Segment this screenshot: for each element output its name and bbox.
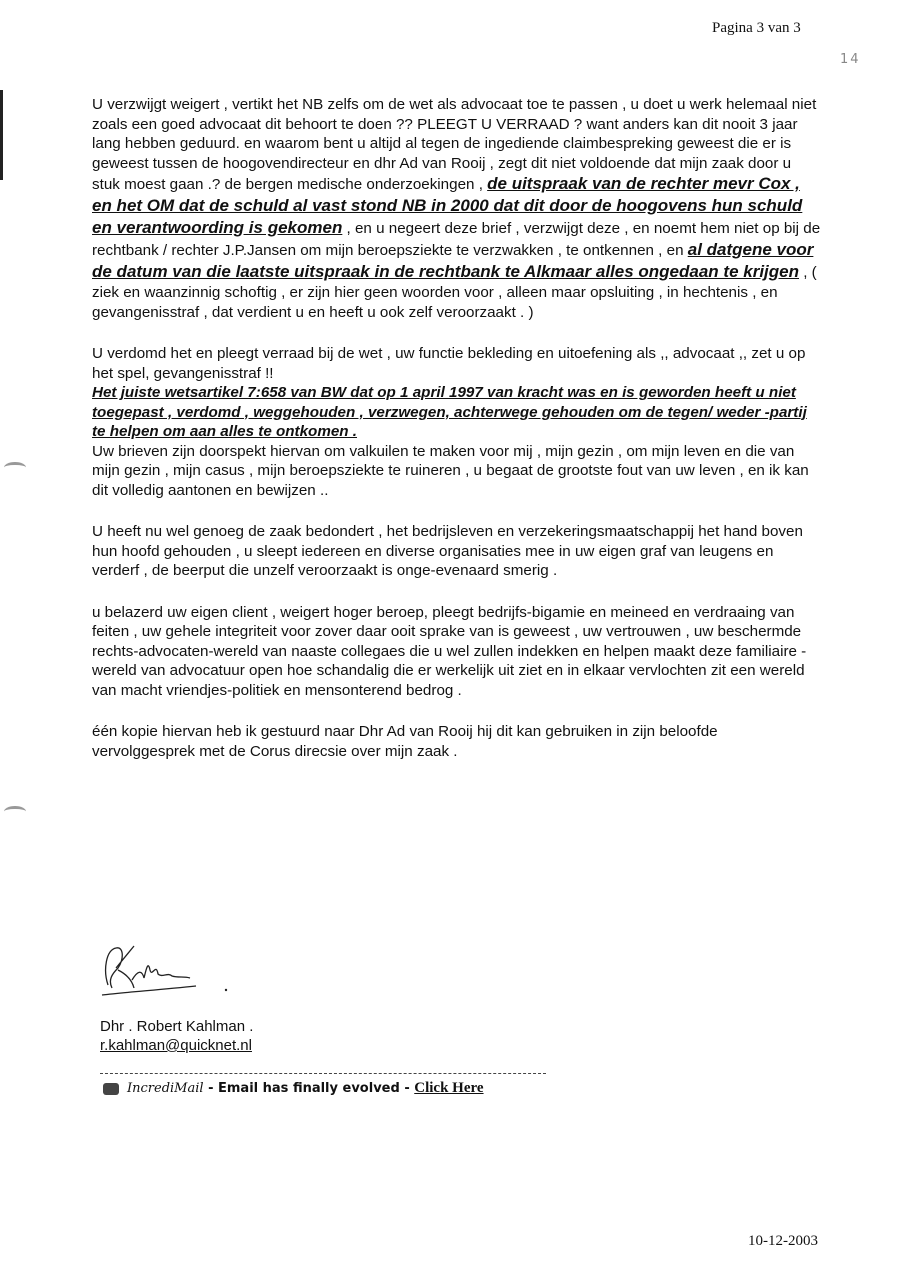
click-here-link[interactable]: Click Here xyxy=(414,1080,484,1096)
paragraph-3: U heeft nu wel genoeg de zaak bedondert , het bedrijsleven en verzekeringsmaatschappij het hand boven hun hoofd gehouden , u sleept iedereen en diverse organisaties mee in uw eigen graf van leugens en verderf , de beerput die unzelf veroorzaakt is onge-evenaard smerig . xyxy=(92,523,803,579)
page-number-header: Pagina 3 van 3 xyxy=(712,20,801,36)
text: , en u negeert deze brief , verzwijgt deze , en noemt hem niet op bij de rechtbank / rechter J.P.Jansen om mijn beroepsziekte te verzwakken , te ontkennen , en xyxy=(92,220,821,259)
emphasized-text: Het juiste wetsartikel 7:658 van BW dat op 1 april 1997 van kracht was en is geworden heeft u niet toegepast , verdomd , weggehouden , verzwegen, achterwege gehouden om de tegen/ weder -partij te helpen om aan alles te ontkomen . xyxy=(92,384,807,440)
email-footer-ad xyxy=(103,1080,484,1097)
paragraph-4: u belazerd uw eigen client , weigert hoger beroep, pleegt bedrijfs-bigamie en meineed en verdraaing van feiten , uw gehele integriteit voor zover daar ooit sprake van is geweest , uw vertrouwen , uw beschermde rechts-advocaten-wereld van naaste collegaes die u wel zullen indekken en helpen maakt deze familiaire - wereld van advocatuur open hoe schandalig die er werkelijk uit ziet en in elkaar vervlochten zit een wereld van macht vriendjes-politiek en mensonterend bedrog . xyxy=(92,603,807,699)
signature-block xyxy=(100,1017,253,1055)
paragraph-1 xyxy=(92,95,822,322)
ad-tagline: - Email has finally evolved - xyxy=(203,1081,415,1096)
sender-email-link[interactable]: r.kahlman@quicknet.nl xyxy=(100,1037,252,1054)
text: Uw brieven zijn doorspekt hiervan om valkuilen te maken voor mij , mijn gezin , om mijn leven en die van mijn gezin , mijn casus , mijn beroepsziekte te ruineren , u begaat de grootste fout van uw leven , en ik kan dit volledig aantonen en bewijzen .. xyxy=(92,442,809,499)
punch-hole-mark xyxy=(4,806,26,817)
text: , ( ziek en waanzinnig schoftig , er zijn hier geen woorden voor , alleen maar opsluiting , in hechtenis , en gevangenisstraf , dat verdient u en heeft u ook zelf veroorzaakt . ) xyxy=(92,264,817,321)
paragraph-2 xyxy=(92,344,822,500)
print-date: 10-12-2003 xyxy=(748,1233,818,1249)
letter-body xyxy=(92,95,822,783)
paragraph-5: één kopie hiervan heb ik gestuurd naar Dhr Ad van Rooij hij dit kan gebruiken in zijn beloofde vervolggesprek met de Corus direcsie over mijn zaak . xyxy=(92,723,718,760)
ad-brand: IncrediMail xyxy=(127,1081,204,1096)
signature-icon xyxy=(98,940,238,1000)
emphasized-text: de uitspraak van de rechter mevr Cox , en het OM dat de schuld al vast stond NB in 2000 dat dit door de hoogovens hun schuld en verantwoording is gekomen xyxy=(92,174,803,237)
sender-name: Dhr . Robert Kahlman . xyxy=(100,1018,254,1035)
text: U verdomd het en pleegt verraad bij de wet , uw functie bekleding en uitoefening als ,, advocaat ,, zet u op het spel, gevangenisstraf !! xyxy=(92,345,806,382)
scan-edge-mark xyxy=(0,90,3,180)
handwritten-page-stamp: 14 xyxy=(840,52,861,67)
incredimail-icon xyxy=(103,1083,119,1095)
punch-hole-mark xyxy=(4,462,26,473)
emphasized-text: al datgene voor de datum van die laatste uitspraak in de rechtbank te Alkmaar alles ongedaan te krijgen xyxy=(92,240,814,281)
divider xyxy=(100,1073,546,1074)
text: U verzwijgt weigert , vertikt het NB zelfs om de wet als advocaat toe te passen , u doet u werk helemaal niet zoals een goed advocaat dit behoort te doen ?? PLEEGT U VERRAAD ? want anders kan dit nooit 3 jaar lang hebben geduurd. en waarom bent u altijd al tegen de ingediende claimbespreking geweest die er is geweest tussen de hoogovendirecteur en dhr Ad van Rooij , zegt dit niet voldoende dat mijn zaak door u stuk moest gaan .? de bergen medische onderzoekingen , xyxy=(92,96,817,193)
